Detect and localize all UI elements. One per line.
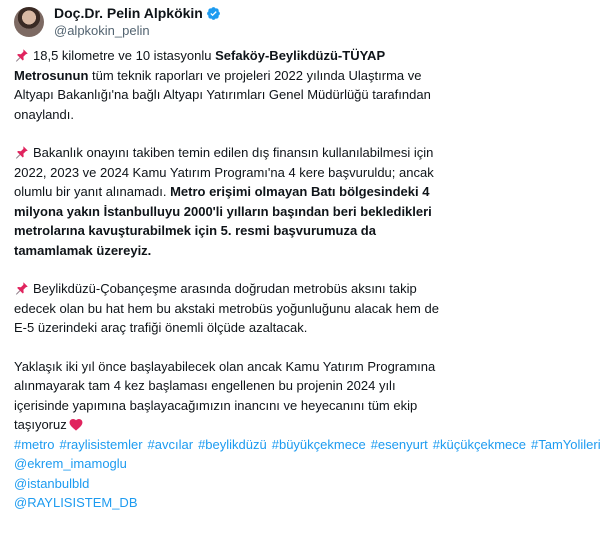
hashtag-link[interactable]: #raylisistemler — [59, 436, 143, 452]
hashtag-link[interactable]: #küçükçekmece — [432, 436, 526, 452]
tweet-body — [14, 46, 601, 513]
paragraph-2 — [14, 143, 449, 260]
hashtag-link[interactable]: #TamYolileri — [531, 436, 601, 452]
pushpin-icon — [14, 281, 29, 296]
hashtag-list — [14, 435, 601, 455]
author-handle[interactable]: @alpkokin_pelin — [54, 23, 150, 38]
mention-link[interactable]: @ekrem_imamoglu — [14, 456, 127, 471]
verified-badge-icon — [206, 6, 221, 21]
hashtag-link[interactable]: #avcılar — [147, 436, 194, 452]
p3-text: Beylikdüzü-Çobançeşme arasında doğrudan metrobüs aksını takip edecek olan bu hat hem bu akstaki metrobüs yoğunluğunu alacak hem de E-5 üzerindeki araç trafiği önemli ölçüde azaltacak. — [14, 281, 443, 335]
hashtag-link[interactable]: #esenyurt — [370, 436, 428, 452]
tweet-header — [14, 2, 449, 42]
p2-bold: Metro erişimi olmayan Batı bölgesindeki 4 milyona yakın İstanbulluyu 2000'li yılların başından beri bekledikleri metrolarına kavuşturabilmek için 5. resmi başvurumuza da tamamlamak üzereyiz. — [14, 184, 436, 258]
author-names — [54, 5, 221, 39]
mention-link[interactable]: @RAYLISISTEM_DB — [14, 495, 138, 510]
avatar[interactable] — [14, 7, 44, 37]
p4-text: Yaklaşık iki yıl önce başlayabilecek olan ancak Kamu Yatırım Programına alınmayarak tam 4 kez başlaması engellenen bu projenin 2024 yılı içerisinde yapımına başlayacağımızın inancını ve heyecanını tüm ekip taşıyoruz — [14, 358, 439, 432]
author-display-name[interactable]: Doç.Dr. Pelin Alpkökin — [54, 5, 203, 21]
mention-list — [14, 454, 449, 513]
hashtag-link[interactable]: #metro — [14, 436, 55, 452]
paragraph-1 — [14, 46, 449, 124]
mention-link[interactable]: @istanbulbld — [14, 475, 90, 491]
p1-bold: Sefaköy-Beylikdüzü-TÜYAP Metrosunun — [14, 48, 389, 83]
pushpin-icon — [14, 48, 29, 63]
hashtag-link[interactable]: #beylikdüzü — [198, 436, 267, 452]
red-heart-icon — [69, 418, 83, 431]
hashtag-link[interactable]: #büyükçekmece — [271, 436, 366, 452]
tweet — [0, 2, 601, 513]
p1-post: tüm teknik raporları ve projeleri 2022 yılında Ulaştırma ve Altyapı Bakanlığı'na bağlı Altyapı Yatırımları Genel Müdürlüğü tarafından onaylandı. — [14, 67, 435, 122]
p1-pre: 18,5 kilometre ve 10 istasyonlu — [33, 48, 216, 63]
name-row — [54, 5, 221, 22]
paragraph-4 — [14, 357, 449, 435]
paragraph-3 — [14, 279, 449, 338]
pushpin-icon — [14, 145, 29, 160]
p2-pre: Bakanlık onayını takiben temin edilen dış finansın kullanılabilmesi için 2022, 2023 ve 2024 Kamu Yatırım Programı'na 4 kere başvuruldu; ancak olumlu bir yanıt alınamadı. — [14, 145, 438, 199]
